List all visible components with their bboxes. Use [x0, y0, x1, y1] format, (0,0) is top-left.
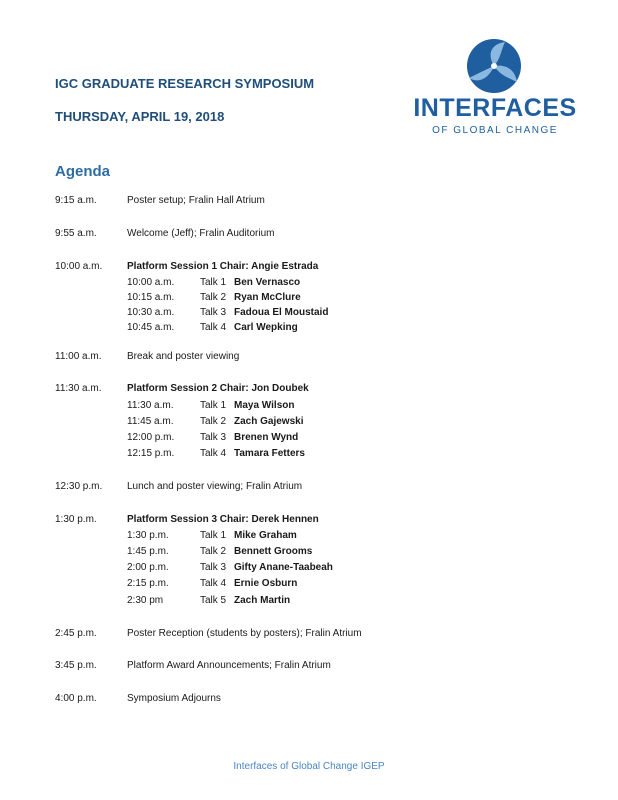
agenda-item: Platform Award Announcements; Fralin Atrium [127, 660, 331, 671]
talk-speaker: Maya Wilson [234, 400, 295, 411]
talk-number: Talk 1 [200, 530, 227, 541]
agenda-item: Symposium Adjourns [127, 693, 221, 704]
logo-wordmark: INTERFACES [413, 94, 577, 122]
event-date: THURSDAY, APRIL 19, 2018 [55, 109, 225, 124]
talk-number: Talk 4 [200, 322, 227, 333]
agenda-item: Poster setup; Fralin Hall Atrium [127, 195, 265, 206]
talk-time: 10:00 a.m. [127, 277, 175, 288]
talk-number: Talk 1 [200, 277, 227, 288]
logo-subtitle: OF GLOBAL CHANGE [432, 125, 558, 136]
talk-time: 1:45 p.m. [127, 546, 169, 557]
agenda-heading: Agenda [55, 163, 111, 180]
agenda-item: Break and poster viewing [127, 351, 240, 362]
agenda-time: 10:00 a.m. [55, 261, 103, 272]
talk-speaker: Zach Martin [234, 595, 291, 606]
agenda-time: 11:00 a.m. [55, 351, 102, 362]
session-1-heading: Platform Session 1 Chair: Angie Estrada [127, 261, 319, 272]
talk-number: Talk 1 [200, 400, 227, 411]
talk-number: Talk 2 [200, 416, 227, 427]
talk-speaker: Ernie Osburn [234, 578, 298, 589]
agenda-time: 1:30 p.m. [55, 514, 97, 525]
agenda-time: 9:15 a.m. [55, 195, 97, 206]
talk-time: 2:00 p.m. [127, 562, 169, 573]
talk-speaker: Bennett Grooms [234, 546, 313, 557]
agenda-time: 9:55 a.m. [55, 228, 97, 239]
symposium-title: IGC GRADUATE RESEARCH SYMPOSIUM [55, 76, 315, 91]
talk-time: 2:30 pm [127, 595, 164, 606]
talk-time: 11:45 a.m. [127, 416, 174, 427]
talk-time: 12:15 p.m. [127, 448, 175, 459]
talk-number: Talk 4 [200, 448, 227, 459]
talk-time: 1:30 p.m. [127, 530, 169, 541]
agenda-time: 3:45 p.m. [55, 660, 97, 671]
talk-time: 10:15 a.m. [127, 292, 175, 303]
talk-speaker: Zach Gajewski [234, 416, 304, 427]
talk-number: Talk 3 [200, 307, 227, 318]
talk-speaker: Brenen Wynd [234, 432, 299, 443]
talk-number: Talk 3 [200, 432, 227, 443]
talk-number: Talk 2 [200, 546, 227, 557]
session-3-heading: Platform Session 3 Chair: Derek Hennen [127, 514, 319, 525]
talk-time: 12:00 p.m. [127, 432, 175, 443]
talk-time: 2:15 p.m. [127, 578, 169, 589]
agenda-time: 12:30 p.m. [55, 481, 103, 492]
agenda-item: Poster Reception (students by posters); Fralin Atrium [127, 628, 362, 639]
pinwheel-logo-icon [461, 38, 527, 94]
agenda-time: 11:30 a.m. [55, 383, 102, 394]
agenda-time: 2:45 p.m. [55, 628, 97, 639]
talk-number: Talk 3 [200, 562, 227, 573]
talk-time: 10:30 a.m. [127, 307, 175, 318]
talk-time: 11:30 a.m. [127, 400, 174, 411]
talk-speaker: Fadoua El Moustaid [234, 307, 329, 318]
talk-speaker: Ben Vernasco [234, 277, 301, 288]
session-2-heading: Platform Session 2 Chair: Jon Doubek [127, 383, 309, 394]
talk-speaker: Carl Wepking [234, 322, 298, 333]
talk-number: Talk 4 [200, 578, 227, 589]
talk-time: 10:45 a.m. [127, 322, 175, 333]
page-footer: Interfaces of Global Change IGEP [233, 761, 385, 772]
talk-speaker: Ryan McClure [234, 292, 301, 303]
talk-number: Talk 2 [200, 292, 227, 303]
talk-number: Talk 5 [200, 595, 227, 606]
interfaces-logo [400, 38, 590, 143]
talk-speaker: Mike Graham [234, 530, 297, 541]
agenda-item: Lunch and poster viewing; Fralin Atrium [127, 481, 303, 492]
agenda-time: 4:00 p.m. [55, 693, 97, 704]
talk-speaker: Gifty Anane-Taabeah [234, 562, 333, 573]
agenda-item: Welcome (Jeff); Fralin Auditorium [127, 228, 275, 239]
talk-speaker: Tamara Fetters [234, 448, 305, 459]
